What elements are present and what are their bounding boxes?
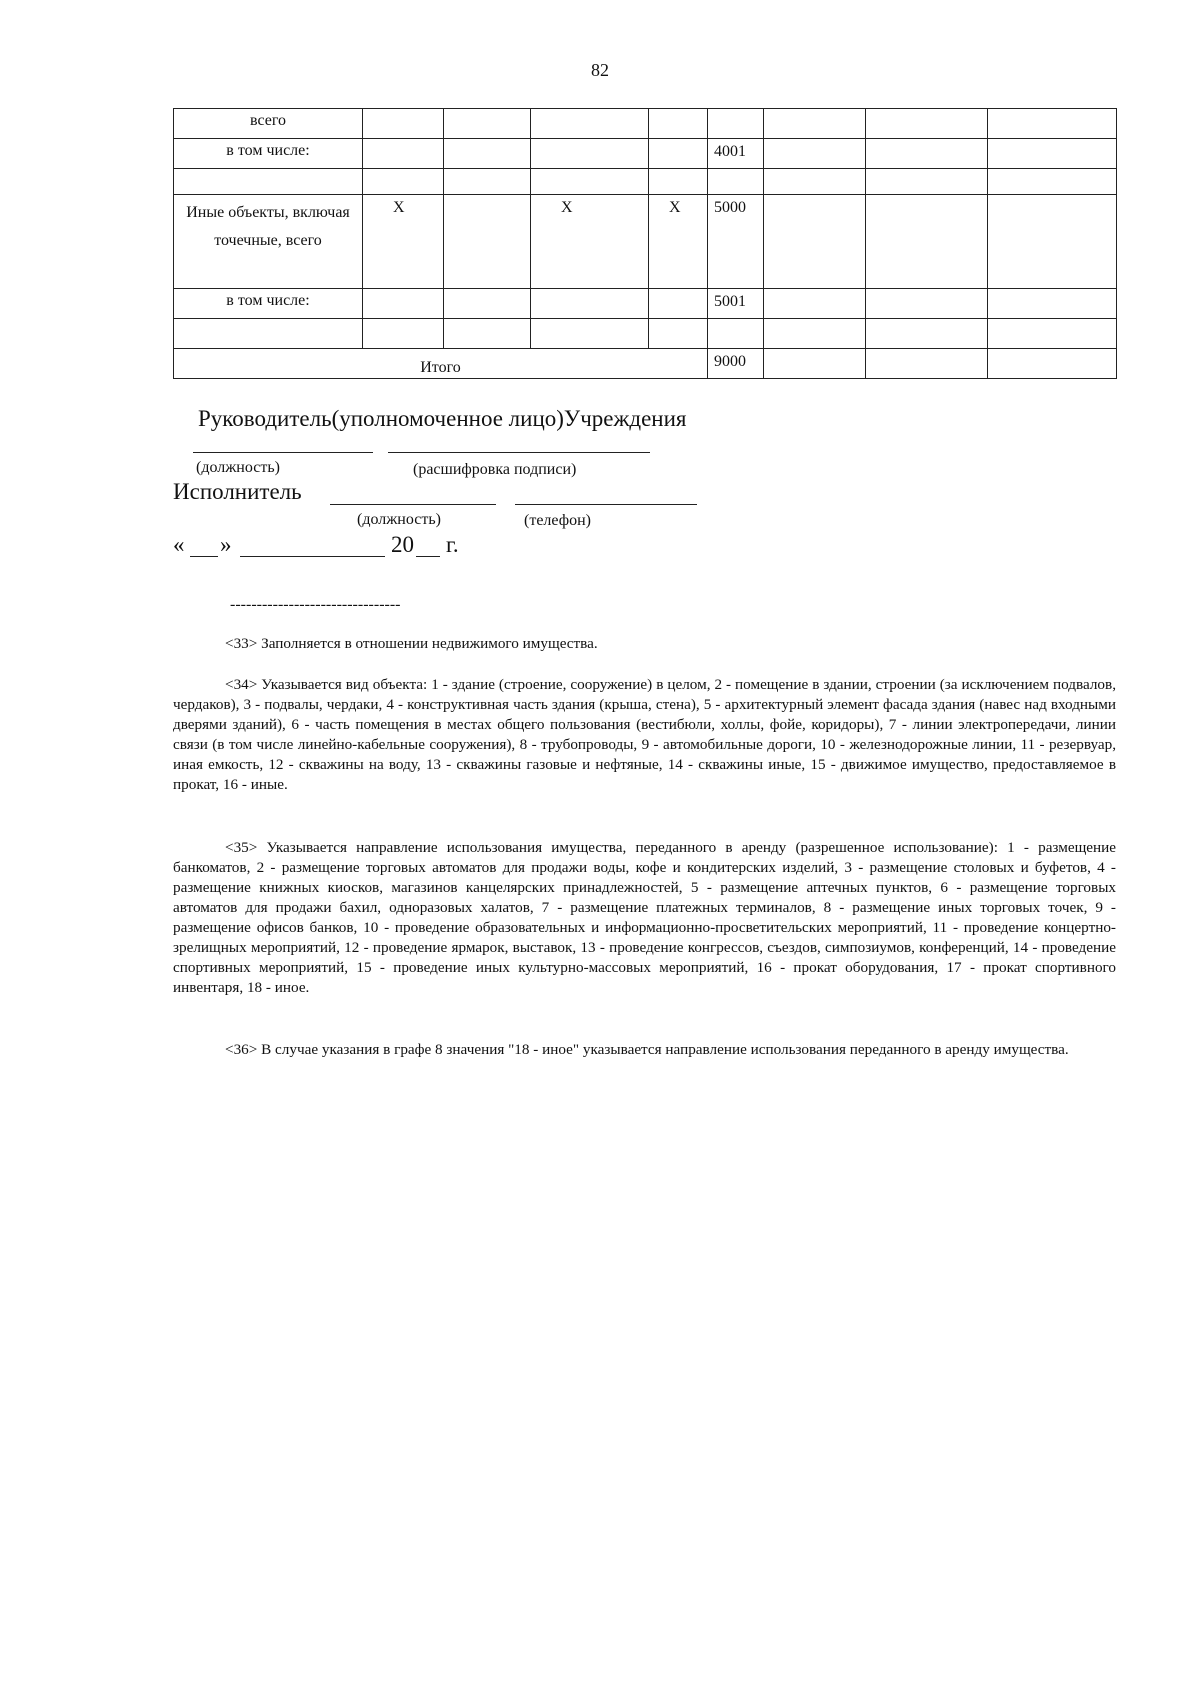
row-code: 4001 bbox=[708, 139, 764, 169]
x-mark: Х bbox=[531, 195, 649, 289]
total-row bbox=[174, 349, 1117, 379]
executor-position-line bbox=[330, 504, 496, 505]
table-row bbox=[174, 169, 1117, 195]
quote-close: » bbox=[220, 532, 232, 557]
year-prefix: 20 bbox=[391, 532, 414, 557]
table-row bbox=[174, 289, 1117, 319]
footnote-33: <33> Заполняется в отношении недвижимого имущества. bbox=[225, 635, 598, 652]
total-code: 9000 bbox=[708, 349, 764, 379]
day-line bbox=[190, 556, 218, 557]
row-label: в том числе: bbox=[174, 139, 363, 169]
footnote-35: <35> Указывается направление использования имущества, переданного в аренду (разрешенное использование): 1 - размещение банкоматов, 2 - размещение торговых автоматов для продажи воды, кофе и кондитерских изделий, 3 - размещение столовых и буфетов, 4 - размещение книжных киосков, магазинов канцелярских принадлежностей, 5 - размещение аптечных пунктов, 6 - размещение торговых автоматов для продажи бахил, одноразовых халатов, 7 - размещение платежных терминалов, 8 - размещение иных торговых точек, 9 - размещение офисов банков, 10 - проведение образовательных и информационно-просветительских мероприятий, 11 - проведение концертно-зрелищных мероприятий, 12 - проведение ярмарок, выставок, 13 - проведение конгрессов, съездов, симпозиумов, конференций, 14 - проведение спортивных мероприятий, 15 - проведение иных культурно-массовых мероприятий, 16 - прокат оборудования, 17 - прокат спортивного инвентаря, 18 - иное. bbox=[173, 839, 1116, 996]
footnote-separator: -------------------------------- bbox=[230, 596, 401, 613]
row-label: в том числе: bbox=[174, 289, 363, 319]
row-code bbox=[708, 109, 764, 139]
row-code: 5001 bbox=[708, 289, 764, 319]
month-line bbox=[240, 556, 385, 557]
footnote-34: <34> Указывается вид объекта: 1 - здание (строение, сооружение) в целом, 2 - помещение в здании, строении (за исключением подвалов, чердаков), 3 - подвалы, чердаки, 4 - конструктивная часть здания (крыша, стена), 5 - архитектурный элемент фасада здания (навес над входными дверями зданий), 6 - часть помещения в местах общего пользования (вестибюли, холлы, фойе, коридоры), 7 - линии электропередачи, линии связи (в том числе линейно-кабельные сооружения), 8 - трубопроводы, 9 - автомобильные дороги, 10 - железнодорожные линии, 11 - резервуар, иная емкость, 12 - скважины на воду, 13 - скважины газовые и нефтяные, 14 - скважины иные, 15 - движимое имущество, предоставляемое в прокат, 16 - иные. bbox=[173, 676, 1116, 793]
position-line bbox=[193, 452, 373, 453]
year-suffix: г. bbox=[446, 532, 459, 557]
footnote-36: <36> В случае указания в графе 8 значения "18 - иное" указывается направление использования переданного в аренду имущества. bbox=[225, 1041, 1069, 1058]
table-row bbox=[174, 139, 1117, 169]
executor-phone-line bbox=[515, 504, 697, 505]
property-table bbox=[173, 108, 1117, 379]
table-row bbox=[174, 195, 1117, 289]
decode-line bbox=[388, 452, 650, 453]
row-label: всего bbox=[174, 109, 363, 139]
row-code bbox=[708, 319, 764, 349]
page-number: 82 bbox=[591, 60, 609, 80]
x-mark: Х bbox=[363, 195, 444, 289]
x-mark: Х bbox=[649, 195, 708, 289]
year-line bbox=[416, 556, 440, 557]
executor-label: Исполнитель bbox=[173, 479, 302, 504]
row-label: Иные объекты, включая точечные, всего bbox=[174, 195, 363, 289]
table-row bbox=[174, 109, 1117, 139]
row-code: 5000 bbox=[708, 195, 764, 289]
total-label: Итого bbox=[174, 349, 708, 379]
row-code bbox=[708, 169, 764, 195]
row-label bbox=[174, 169, 363, 195]
phone-caption: (телефон) bbox=[524, 512, 591, 529]
row-label bbox=[174, 319, 363, 349]
decode-caption: (расшифровка подписи) bbox=[413, 461, 577, 478]
head-title: Руководитель(уполномоченное лицо)Учреждения bbox=[198, 406, 687, 431]
quote-open: « bbox=[173, 532, 185, 557]
position-caption: (должность) bbox=[196, 459, 280, 476]
executor-position-caption: (должность) bbox=[357, 511, 441, 528]
table-row bbox=[174, 319, 1117, 349]
